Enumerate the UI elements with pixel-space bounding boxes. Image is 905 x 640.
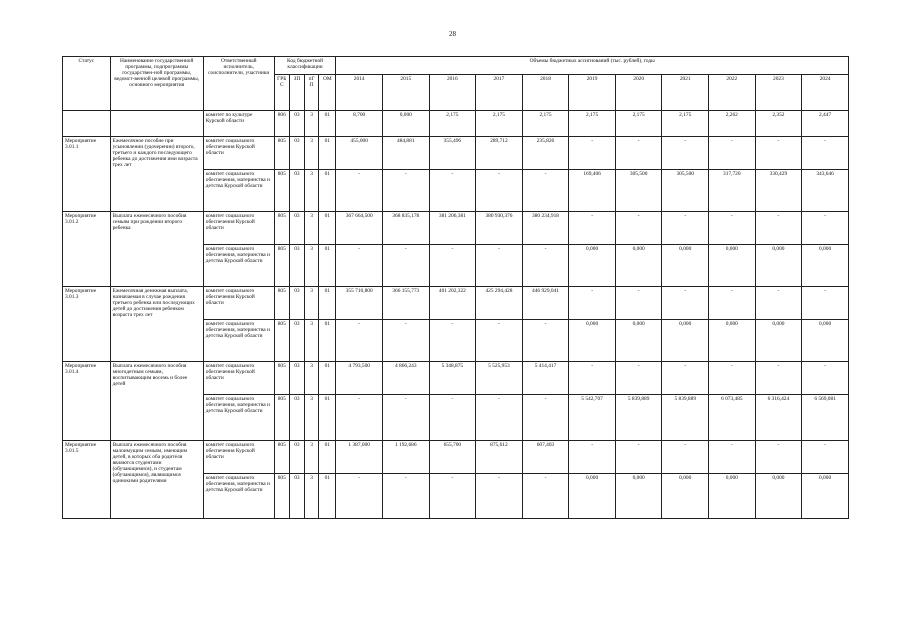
header-year-2022: 2022: [709, 75, 756, 111]
value-cell: -: [709, 362, 756, 395]
value-cell: -: [382, 395, 429, 441]
value-cell: 0,000: [615, 474, 662, 519]
executor-cell: комитет социального обеспечения Курской области: [203, 137, 274, 170]
table-row: [63, 212, 849, 245]
code-cell: 03: [289, 441, 304, 474]
value-cell: -: [336, 320, 383, 362]
header-year-2019: 2019: [569, 75, 616, 111]
value-cell: -: [755, 287, 802, 320]
header-year-2018: 2018: [522, 75, 569, 111]
value-cell: 875,612: [476, 441, 523, 474]
value-cell: 4 793,500: [336, 362, 383, 395]
code-cell: 805: [274, 212, 289, 245]
value-cell: -: [522, 395, 569, 441]
code-cell: 3: [305, 395, 319, 441]
code-cell: 01: [319, 137, 336, 170]
header-code-3: ОМ: [319, 75, 336, 111]
value-cell: 425 294,428: [476, 287, 523, 320]
code-cell: 01: [319, 111, 336, 137]
code-cell: 805: [274, 441, 289, 474]
budget-table: [62, 56, 849, 519]
value-cell: -: [429, 395, 476, 441]
executor-cell: комитет социального обеспечения, материнства и детства Курской области: [203, 474, 274, 519]
value-cell: -: [522, 474, 569, 519]
header-year-2020: 2020: [615, 75, 662, 111]
code-cell: 3: [305, 441, 319, 474]
code-cell: 01: [319, 245, 336, 287]
value-cell: 6 073,485: [709, 395, 756, 441]
code-cell: 806: [274, 111, 289, 137]
value-cell: -: [755, 212, 802, 245]
value-cell: -: [615, 362, 662, 395]
value-cell: 2,447: [802, 111, 849, 137]
code-cell: 805: [274, 137, 289, 170]
name-cell: Ежемесячная денежная выплата, назначаемая в случае рождения третьего ребенка или последующих детей до достижения ребенком возраста трех лет: [110, 287, 203, 362]
value-cell: 4 866,243: [382, 362, 429, 395]
value-cell: 1 192,686: [382, 441, 429, 474]
header-code-0: ГРБС: [274, 75, 289, 111]
value-cell: 0,000: [382, 111, 429, 137]
value-cell: 0,000: [569, 474, 616, 519]
code-cell: 03: [289, 111, 304, 137]
header-code-2: пГП: [305, 75, 319, 111]
value-cell: -: [615, 137, 662, 170]
table-row: [63, 441, 849, 474]
value-cell: 0,000: [662, 474, 709, 519]
value-cell: -: [662, 287, 709, 320]
table-row: [63, 137, 849, 170]
name-cell: Выплата ежемесячного пособия многодетным семьям, воспитывающим восемь и более детей: [110, 362, 203, 441]
value-cell: -: [476, 320, 523, 362]
value-cell: -: [755, 362, 802, 395]
status-cell: Мероприятие 3.01.2: [63, 212, 111, 287]
value-cell: 367 664,500: [336, 212, 383, 245]
value-cell: 455,000: [336, 137, 383, 170]
value-cell: 655,700: [429, 441, 476, 474]
value-cell: -: [476, 395, 523, 441]
value-cell: -: [615, 441, 662, 474]
value-cell: -: [382, 170, 429, 212]
header-executor: Ответственный исполнитель, соисполнители, участники: [203, 57, 274, 111]
header-year-2024: 2024: [802, 75, 849, 111]
executor-cell: комитет социального обеспечения Курской области: [203, 441, 274, 474]
value-cell: 0,000: [755, 474, 802, 519]
value-cell: 380 930,376: [476, 212, 523, 245]
value-cell: -: [709, 441, 756, 474]
code-cell: 03: [289, 320, 304, 362]
value-cell: -: [755, 137, 802, 170]
value-cell: -: [802, 441, 849, 474]
code-cell: 3: [305, 474, 319, 519]
page-number: 28: [449, 30, 456, 38]
code-cell: 805: [274, 474, 289, 519]
code-cell: 805: [274, 395, 289, 441]
code-cell: 03: [289, 137, 304, 170]
value-cell: 5 839,889: [615, 395, 662, 441]
value-cell: 2,175: [615, 111, 662, 137]
value-cell: 5 414,417: [522, 362, 569, 395]
code-cell: 3: [305, 362, 319, 395]
value-cell: -: [709, 287, 756, 320]
code-cell: 03: [289, 287, 304, 320]
value-cell: -: [802, 362, 849, 395]
value-cell: -: [709, 137, 756, 170]
value-cell: -: [476, 474, 523, 519]
code-cell: 01: [319, 212, 336, 245]
value-cell: 0,000: [662, 245, 709, 287]
value-cell: -: [569, 212, 616, 245]
value-cell: -: [382, 474, 429, 519]
header-year-2017: 2017: [476, 75, 523, 111]
value-cell: 6 569,081: [802, 395, 849, 441]
value-cell: -: [429, 170, 476, 212]
code-cell: 805: [274, 362, 289, 395]
code-cell: 03: [289, 212, 304, 245]
value-cell: -: [662, 212, 709, 245]
value-cell: 0,000: [615, 245, 662, 287]
header-year-2015: 2015: [382, 75, 429, 111]
value-cell: 305,500: [615, 170, 662, 212]
code-cell: 01: [319, 474, 336, 519]
value-cell: 2,175: [569, 111, 616, 137]
value-cell: 305,500: [662, 170, 709, 212]
executor-cell: комитет социального обеспечения, материнства и детства Курской области: [203, 320, 274, 362]
status-cell: [63, 111, 111, 137]
value-cell: 368 835,178: [382, 212, 429, 245]
value-cell: -: [755, 441, 802, 474]
value-cell: 1 387,000: [336, 441, 383, 474]
code-cell: 03: [289, 362, 304, 395]
code-cell: 03: [289, 474, 304, 519]
value-cell: 169,406: [569, 170, 616, 212]
value-cell: 289,712: [476, 137, 523, 170]
value-cell: 381 206,381: [429, 212, 476, 245]
code-cell: 01: [319, 362, 336, 395]
code-cell: 805: [274, 287, 289, 320]
value-cell: -: [802, 212, 849, 245]
name-cell: [110, 111, 203, 137]
value-cell: -: [429, 320, 476, 362]
executor-cell: комитет социального обеспечения Курской области: [203, 212, 274, 245]
value-cell: -: [429, 245, 476, 287]
value-cell: -: [522, 245, 569, 287]
code-cell: 03: [289, 245, 304, 287]
status-cell: Мероприятие 3.01.5: [63, 441, 111, 519]
header-name: Наименование государственной программы, подпрограммы государствен-ной программы, ведомст-венной целевой программы, основного мероприятия: [110, 57, 203, 111]
code-cell: 01: [319, 395, 336, 441]
value-cell: 380 234,918: [522, 212, 569, 245]
value-cell: 0,000: [709, 474, 756, 519]
code-cell: 01: [319, 170, 336, 212]
value-cell: -: [662, 441, 709, 474]
value-cell: -: [615, 287, 662, 320]
value-cell: 355 716,800: [336, 287, 383, 320]
value-cell: 2,352: [755, 111, 802, 137]
value-cell: -: [382, 320, 429, 362]
executor-cell: комитет социального обеспечения, материнства и детства Курской области: [203, 395, 274, 441]
code-cell: 01: [319, 441, 336, 474]
header-year-2023: 2023: [755, 75, 802, 111]
header-volumes-group: Объемы бюджетных ассигнований (тыс. рублей), годы: [336, 57, 849, 75]
value-cell: 2,175: [522, 111, 569, 137]
value-cell: 2,262: [709, 111, 756, 137]
value-cell: -: [522, 170, 569, 212]
header-year-2014: 2014: [336, 75, 383, 111]
code-cell: 805: [274, 320, 289, 362]
value-cell: 0,000: [569, 320, 616, 362]
code-cell: 805: [274, 245, 289, 287]
code-cell: 01: [319, 320, 336, 362]
executor-cell: комитет социального обеспечения Курской области: [203, 362, 274, 395]
table-row: [63, 362, 849, 395]
value-cell: 0,000: [615, 320, 662, 362]
header-year-2016: 2016: [429, 75, 476, 111]
executor-cell: комитет социального обеспечения, материнства и детства Курской области: [203, 170, 274, 212]
header-code-group: Код бюджетной классификации: [274, 57, 336, 75]
code-cell: 03: [289, 395, 304, 441]
value-cell: -: [569, 287, 616, 320]
code-cell: 3: [305, 137, 319, 170]
value-cell: 343,646: [802, 170, 849, 212]
code-cell: 3: [305, 170, 319, 212]
status-cell: Мероприятие 3.01.1: [63, 137, 111, 212]
value-cell: -: [662, 362, 709, 395]
code-cell: 01: [319, 287, 336, 320]
value-cell: -: [476, 245, 523, 287]
value-cell: -: [336, 395, 383, 441]
value-cell: 0,000: [802, 320, 849, 362]
value-cell: 6 316,424: [755, 395, 802, 441]
value-cell: -: [336, 170, 383, 212]
value-cell: -: [662, 137, 709, 170]
value-cell: -: [802, 287, 849, 320]
value-cell: 2,175: [429, 111, 476, 137]
table-row: [63, 287, 849, 320]
value-cell: -: [336, 245, 383, 287]
code-cell: 805: [274, 170, 289, 212]
value-cell: 401 202,322: [429, 287, 476, 320]
value-cell: -: [569, 137, 616, 170]
header-code-1: ЗП: [289, 75, 304, 111]
value-cell: -: [429, 474, 476, 519]
executor-cell: комитет социального обеспечения, материнства и детства Курской области: [203, 245, 274, 287]
executor-cell: комитет социального обеспечения Курской области: [203, 287, 274, 320]
value-cell: 235,826: [522, 137, 569, 170]
code-cell: 3: [305, 212, 319, 245]
value-cell: 484,881: [382, 137, 429, 170]
status-cell: Мероприятие 3.01.3: [63, 287, 111, 362]
value-cell: 2,175: [662, 111, 709, 137]
value-cell: 2,175: [476, 111, 523, 137]
value-cell: 0,000: [802, 474, 849, 519]
value-cell: 446 929,041: [522, 287, 569, 320]
value-cell: 8,700: [336, 111, 383, 137]
value-cell: 5 839,889: [662, 395, 709, 441]
value-cell: 330,429: [755, 170, 802, 212]
value-cell: -: [569, 362, 616, 395]
value-cell: 0,000: [709, 320, 756, 362]
value-cell: -: [709, 212, 756, 245]
status-cell: Мероприятие 3.01.4: [63, 362, 111, 441]
code-cell: 3: [305, 245, 319, 287]
value-cell: -: [569, 441, 616, 474]
value-cell: 0,000: [755, 320, 802, 362]
value-cell: 5 542,707: [569, 395, 616, 441]
code-cell: 03: [289, 170, 304, 212]
value-cell: 5 525,953: [476, 362, 523, 395]
table-row: [63, 111, 849, 137]
name-cell: Ежемесячное пособие при усыновлении (удочерении) второго, третьего и каждого последующего ребенка до достижения ими возраста трех лет: [110, 137, 203, 212]
name-cell: Выплата ежемесячного пособия семьям при рождении второго ребенка: [110, 212, 203, 287]
value-cell: -: [615, 212, 662, 245]
executor-cell: комитет по культуре Курской области: [203, 111, 274, 137]
value-cell: -: [336, 474, 383, 519]
value-cell: 0,000: [755, 245, 802, 287]
code-cell: 3: [305, 287, 319, 320]
value-cell: 0,000: [802, 245, 849, 287]
code-cell: 3: [305, 320, 319, 362]
value-cell: -: [802, 137, 849, 170]
value-cell: 0,000: [709, 245, 756, 287]
value-cell: 0,000: [662, 320, 709, 362]
value-cell: 0,000: [569, 245, 616, 287]
value-cell: -: [476, 170, 523, 212]
header-year-2021: 2021: [662, 75, 709, 111]
header-status: Статус: [63, 57, 111, 111]
value-cell: 5 348,875: [429, 362, 476, 395]
value-cell: 355,496: [429, 137, 476, 170]
value-cell: 607,403: [522, 441, 569, 474]
name-cell: Выплата ежемесячного пособия малоимущим семьям, имеющим детей, в которых оба родителя являются студентами (обучающимися), и студентам (обучающимся), являющимся одинокими родителями: [110, 441, 203, 519]
value-cell: -: [522, 320, 569, 362]
value-cell: 317,720: [709, 170, 756, 212]
code-cell: 3: [305, 111, 319, 137]
value-cell: 366 155,773: [382, 287, 429, 320]
value-cell: -: [382, 245, 429, 287]
